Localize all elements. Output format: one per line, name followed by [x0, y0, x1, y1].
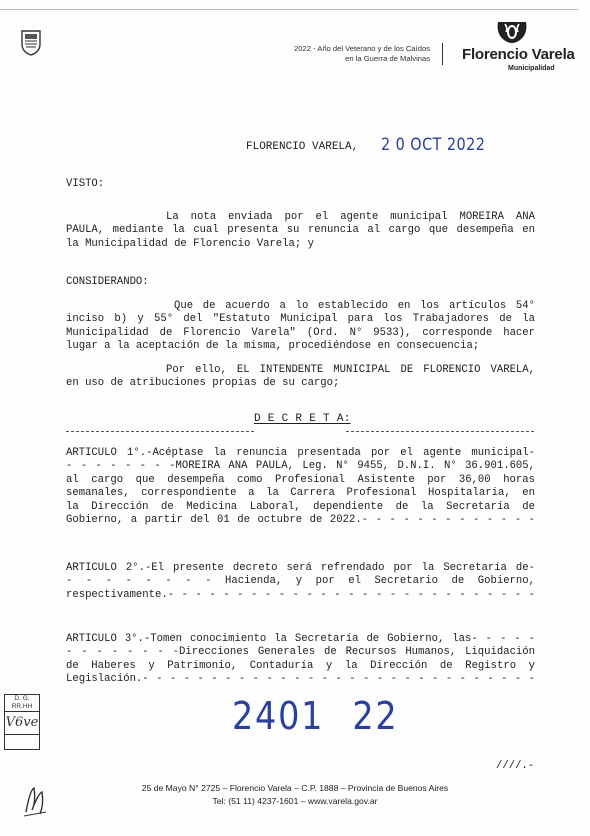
article-2-line-3: respectivamente.- - - - - - - - - - - - - - - - - - - - - - - - - - -: [66, 588, 535, 601]
considerando-p2-line-2: en uso de atribuciones propias de su cargo;: [66, 377, 340, 390]
article-2-line-2: - - - - - - - - Hacienda, y por el Secretario de Gobierno,: [66, 575, 535, 588]
article-1-line-5: la Dirección de Medicina Laboral, dependiente de la Secretaría de: [66, 500, 535, 513]
considerando-line-2: inciso b) y 55° del "Estatuto Municipal para los Trabajadores de la: [66, 313, 535, 326]
year-motto-line1: 2022 - Año del Veterano y de los Caídos: [294, 44, 430, 53]
brand-name: Florencio Varela: [462, 46, 575, 63]
decreta-heading: D E C R E T A:: [254, 413, 351, 425]
side-stamp-initials: V6ve: [5, 711, 39, 734]
side-stamp-line2: RR.HH: [11, 703, 33, 710]
article-3-line-2: - - - - - - - -Direcciones Generales de Recursos Humanos, Liquidación: [66, 646, 535, 659]
brand-subtitle: Municipalidad: [508, 65, 555, 72]
year-motto-line2: en la Guerra de Malvinas: [345, 54, 430, 63]
considerando-line-3: Municipalidad de Florencio Varela" (Ord. N° 9533), corresponde hacer: [66, 326, 535, 339]
article-1-line-2: - - - - - - - -MOREIRA ANA PAULA, Leg. N° 9455, D.N.I. N° 36.901.605,: [66, 460, 535, 473]
article-1-line-1: ARTICULO 1°.-Acéptase la renuncia presentada por el agente municipal-: [66, 447, 535, 459]
article-3-line-3: de Haberes y Patrimonio, Contaduría y la Dirección de Registro y: [66, 659, 535, 672]
considerando-line-4: lugar a la aceptación de la misma, procediéndose en consecuencia;: [66, 340, 480, 353]
side-stamp-line1: D. G.: [14, 695, 30, 702]
decree-number-stamp: 2401 22: [232, 694, 399, 738]
article-2: [66, 562, 535, 602]
side-stamp-empty: [5, 734, 39, 749]
considerando-paragraph-1: [66, 300, 535, 354]
decreta-rule-right: [346, 431, 534, 432]
florencio-varela-logo: [452, 20, 575, 82]
considerando-p2-line-1: Por ello, EL INTENDENTE MUNICIPAL DE FLORENCIO VARELA,: [166, 364, 535, 376]
article-3-line-4: Legislación.- - - - - - - - - - - - - - - - - - - - - - - - - - - - -: [66, 673, 535, 686]
visto-paragraph: [66, 211, 535, 251]
date-place: FLORENCIO VARELA,: [246, 141, 359, 153]
visto-line-3: la Municipalidad de Florencio Varela; y: [66, 237, 314, 250]
article-3: [66, 633, 535, 687]
visto-line-2: PAULA, mediante la cual presenta su renuncia al cargo que desempeña en: [66, 224, 535, 237]
continuation-mark: ////.-: [496, 760, 535, 772]
handwritten-signature: [22, 782, 48, 818]
footer-contact: Tel: (51 11) 4237-1601 – www.varela.gov.ar: [212, 796, 378, 806]
fv-emblem-icon: [494, 20, 530, 46]
header-divider: [442, 43, 443, 65]
side-stamp: [4, 694, 40, 750]
footer-address: 25 de Mayo N° 2725 – Florencio Varela – C.P. 1888 – Provincia de Buenos Aires: [141, 783, 449, 793]
year-motto: [200, 44, 430, 64]
article-1-line-6: Gobierno, a partir del 01 de octubre de 2022.- - - - - - - - - - - - -: [66, 514, 535, 527]
coat-of-arms-icon: [20, 28, 42, 56]
article-1-line-4: semanales, correspondiente a la Carrera Profesional Hospitalaria, en: [66, 487, 535, 500]
considerando-paragraph-2: [66, 364, 535, 391]
footer: [60, 782, 530, 808]
article-1: [66, 447, 535, 527]
visto-line-1: La nota enviada por el agente municipal MOREIRA ANA: [166, 211, 535, 223]
decreta-rule-left: [66, 431, 254, 432]
article-1-line-3: al cargo que desempeña como Profesional Asistente por 36,00 horas: [66, 473, 535, 486]
article-2-line-1: ARTICULO 2°.-El presente decreto será refrendado por la Secretaría de-: [66, 562, 535, 574]
article-3-line-1: ARTICULO 3°.-Tomen conocimiento la Secretaría de Gobierno, las- - - - -: [66, 633, 535, 645]
date-stamp: 2 0 OCT 2022: [381, 135, 486, 155]
top-border: [0, 9, 578, 10]
considerando-line-1: Que de acuerdo a lo establecido en los artículos 54°: [174, 300, 535, 312]
considerando-heading: CONSIDERANDO:: [66, 276, 149, 288]
visto-heading: VISTO:: [66, 178, 105, 190]
